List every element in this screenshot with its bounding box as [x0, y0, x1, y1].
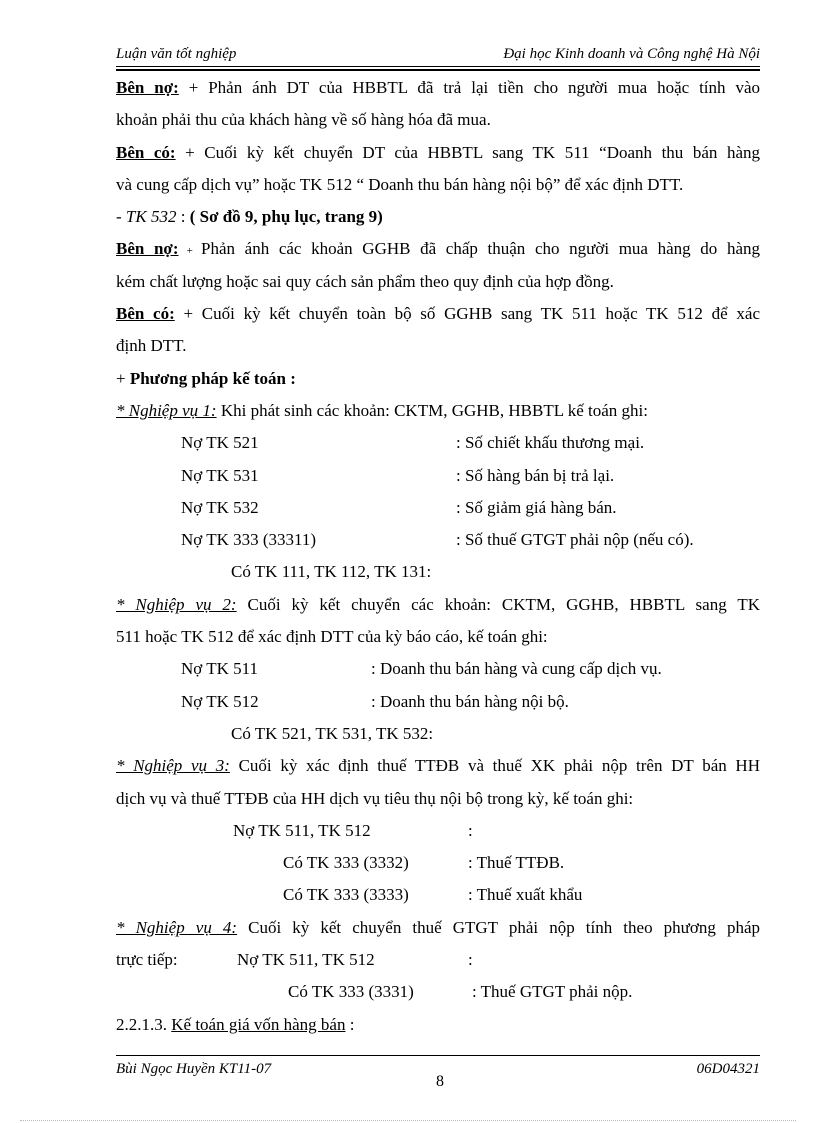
entry-row: Có TK 521, TK 531, TK 532:: [231, 723, 434, 743]
paragraph-line: dịch vụ và thuế TTĐB của HH dịch vụ tiêu thụ nội bộ trong kỳ, kế toán ghi:: [116, 788, 634, 808]
entry-row: Nợ TK 511 : Doanh thu bán hàng và cung cấp dịch vụ.: [181, 659, 662, 679]
ben-no-label: Bên nợ:: [116, 78, 179, 97]
paragraph-line: * Nghiệp vụ 3: Cuối kỳ xác định thuế TTĐB và thuế XK phải nộp trên DT bán HH: [116, 756, 760, 776]
entry-row: Có TK 111, TK 112, TK 131:: [231, 562, 432, 582]
footer-rule: [116, 1055, 760, 1056]
entry-row: Nợ TK 512 : Doanh thu bán hàng nội bộ.: [181, 691, 569, 711]
section-heading: 2.2.1.3. Kế toán giá vốn hàng bán :: [116, 1014, 355, 1034]
paragraph-line: Bên nợ: + Phản ánh các khoản GGHB đã chấp thuận cho người mua hàng do hàng: [116, 239, 760, 259]
header-right: Đại học Kinh doanh và Công nghệ Hà Nội: [503, 46, 760, 62]
header-rule-thick: [116, 69, 760, 71]
footer-left: Bùi Ngọc Huyền KT11-07: [116, 1061, 272, 1077]
paragraph-line: 511 hoặc TK 512 để xác định DTT của kỳ báo cáo, kế toán ghi:: [116, 627, 548, 647]
nghiep-vu-label: * Nghiệp vụ 3:: [116, 756, 230, 776]
entry-row: Nợ TK 521 : Số chiết khấu thương mại.: [181, 433, 645, 453]
nghiep-vu-label: * Nghiệp vụ 2:: [116, 594, 237, 614]
entry-row: Có TK 333 (3331) : Thuế GTGT phải nộp.: [288, 982, 633, 1002]
paragraph-line: * Nghiệp vụ 4: Cuối kỳ kết chuyển thuế GTGT phải nộp tính theo phương pháp: [116, 917, 760, 937]
entry-row: Nợ TK 333 (33311) : Số thuế GTGT phải nộp (nếu có).: [181, 530, 694, 550]
paragraph-line: định DTT.: [116, 336, 187, 356]
entry-row: trực tiếp: Nợ TK 511, TK 512 :: [116, 950, 473, 970]
paragraph-line: * Nghiệp vụ 1: Khi phát sinh các khoản: CKTM, GGHB, HBBTL kế toán ghi:: [116, 400, 648, 420]
nghiep-vu-label: * Nghiệp vụ 1:: [116, 400, 217, 420]
paragraph-line: - TK 532 : ( Sơ đồ 9, phụ lục, trang 9): [116, 207, 383, 227]
page-bottom-dots: [20, 1120, 796, 1121]
page-header: [116, 46, 760, 66]
nghiep-vu-label: * Nghiệp vụ 4:: [116, 917, 238, 937]
entry-row: Nợ TK 511, TK 512 :: [233, 820, 473, 840]
footer-right: 06D04321: [696, 1061, 760, 1077]
paragraph-line: Bên có: + Cuối kỳ kết chuyển DT của HBBTL sang TK 511 “Doanh thu bán hàng: [116, 142, 760, 162]
ben-co-label: Bên có:: [116, 304, 175, 324]
paragraph-line: khoản phải thu của khách hàng về số hàng hóa đã mua.: [116, 110, 491, 130]
entry-row: Có TK 333 (3333) : Thuế xuất khẩu: [283, 885, 583, 905]
ben-no-label: Bên nợ:: [116, 239, 179, 259]
header-left: Luận văn tốt nghiệp: [116, 46, 237, 62]
paragraph-line: Bên nợ: + Phản ánh DT của HBBTL đã trả lại tiền cho người mua hoặc tính vào: [116, 78, 760, 97]
entry-row: Có TK 333 (3332) : Thuế TTĐB.: [283, 853, 565, 873]
header-rule: [116, 66, 760, 67]
ben-co-label: Bên có:: [116, 142, 176, 162]
paragraph-line: kém chất lượng hoặc sai quy cách sản phẩm theo quy định của hợp đồng.: [116, 271, 614, 291]
page-body: [116, 72, 760, 1041]
entry-row: Nợ TK 532 : Số giảm giá hàng bán.: [181, 497, 617, 517]
entry-row: Nợ TK 531 : Số hàng bán bị trả lại.: [181, 465, 615, 485]
paragraph-line: Bên có: + Cuối kỳ kết chuyển toàn bộ số GGHB sang TK 511 hoặc TK 512 để xác: [116, 304, 760, 324]
paragraph-line: và cung cấp dịch vụ” hoặc TK 512 “ Doanh thu bán hàng nội bộ” để xác định DTT.: [116, 174, 684, 194]
paragraph-line: * Nghiệp vụ 2: Cuối kỳ kết chuyển các khoản: CKTM, GGHB, HBBTL sang TK: [116, 594, 760, 614]
paragraph-line: + Phương pháp kế toán :: [116, 368, 296, 388]
page-number: 8: [436, 1073, 444, 1090]
